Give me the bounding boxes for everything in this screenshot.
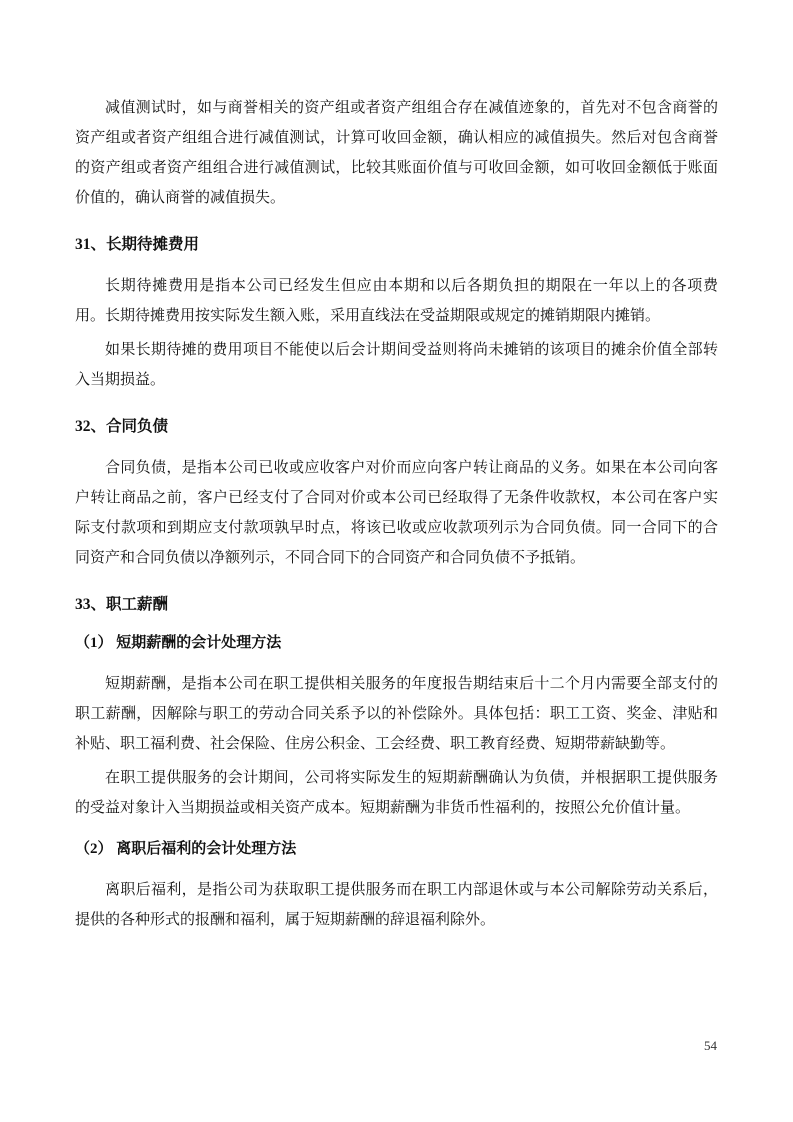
body-paragraph: 合同负债，是指本公司已收或应收客户对价而应向客户转让商品的义务。如果在本公司向客户转让商品之前，客户已经支付了合同对价或本公司已经取得了无条件收款权，本公司在客户实际支付款项和到期应支付款项孰早时点，将该已收或应收款项列示为合同负债。同一合同下的合同资产和合同负债以净额列示，不同合同下的合同资产和合同负债不予抵销。 (75, 460, 718, 566)
body-paragraph: 长期待摊费用是指本公司已经发生但应由本期和以后各期负担的期限在一年以上的各项费用。长期待摊费用按实际发生额入账，采用直线法在受益期限或规定的摊销期限内摊销。 (75, 278, 718, 324)
section-heading-33: 33、职工薪酬 (75, 596, 169, 613)
section-heading-32: 32、合同负债 (75, 418, 169, 435)
body-paragraph-impairment: 减值测试时，如与商誉相关的资产组或者资产组组合存在减值迹象的，首先对不包含商誉的资产组或者资产组组合进行减值测试，计算可收回金额，确认相应的减值损失。然后对包含商誉的资产组或者资产组组合进行减值测试，比较其账面价值与可收回金额，如可收回金额低于账面价值的，确认商誉的减值损失。 (75, 100, 718, 206)
body-paragraph: 如果长期待摊的费用项目不能使以后会计期间受益则将尚未摊销的该项目的摊余价值全部转入当期损益。 (75, 342, 718, 388)
subsection-heading-33-2: （2） 离职后福利的会计处理方法 (75, 841, 297, 857)
section-heading-31: 31、长期待摊费用 (75, 236, 200, 253)
body-paragraph: 短期薪酬，是指本公司在职工提供相关服务的年度报告期结束后十二个月内需要全部支付的职工薪酬，因解除与职工的劳动合同关系予以的补偿除外。具体包括：职工工资、奖金、津贴和补贴、职工福利费、社会保险、住房公积金、工会经费、职工教育经费、短期带薪缺勤等。 (75, 676, 718, 752)
page-number: 54 (704, 1038, 717, 1053)
body-paragraph: 离职后福利，是指公司为获取职工提供服务而在职工内部退休或与本公司解除劳动关系后，提供的各种形式的报酬和福利，属于短期薪酬的辞退福利除外。 (75, 882, 718, 928)
subsection-heading-33-1: （1） 短期薪酬的会计处理方法 (75, 635, 282, 651)
document-content (75, 93, 718, 939)
body-paragraph: 在职工提供服务的会计期间，公司将实际发生的短期薪酬确认为负债，并根据职工提供服务的受益对象计入当期损益或相关资产成本。短期薪酬为非货币性福利的，按照公允价值计量。 (75, 770, 718, 816)
